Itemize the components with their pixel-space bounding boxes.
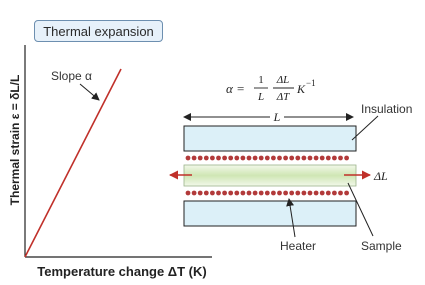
length-label: L: [273, 110, 281, 124]
heater-dot: [241, 156, 246, 161]
top-insulation: [184, 126, 356, 151]
heater-dot: [222, 191, 227, 196]
slope-label: Slope α: [51, 69, 92, 83]
heater-dot: [247, 156, 252, 161]
heater-dot: [259, 156, 264, 161]
heater-dot: [228, 156, 233, 161]
heater-dot: [289, 156, 294, 161]
heater-dot: [186, 191, 191, 196]
heater-dot: [320, 191, 325, 196]
sample-bar: [184, 165, 356, 186]
y-axis-label: Thermal strain ε = δL/L: [8, 74, 22, 206]
heater-coil-top: [186, 156, 349, 161]
heater-dot: [283, 191, 288, 196]
heater-dot: [186, 156, 191, 161]
heater-dot: [204, 191, 209, 196]
heater-dot: [216, 191, 221, 196]
formula-lhs: α =: [226, 81, 245, 96]
heater-dot: [192, 191, 197, 196]
heater-dot: [326, 156, 331, 161]
heater-dot: [210, 191, 215, 196]
formula-frac1-num: 1: [258, 74, 264, 86]
heater-dot: [320, 156, 325, 161]
heater-dot: [265, 191, 270, 196]
heater-dot: [253, 191, 258, 196]
heater-dot: [308, 156, 313, 161]
heater-dot: [283, 156, 288, 161]
heater-dot: [222, 156, 227, 161]
bottom-insulation: [184, 201, 356, 226]
heater-dot: [332, 156, 337, 161]
slope-arrow: [80, 84, 99, 100]
formula-unit: K: [297, 82, 306, 96]
heater-dot: [277, 191, 282, 196]
heater-dot: [198, 156, 203, 161]
heater-dot: [332, 191, 337, 196]
strain-line: [25, 69, 121, 257]
heater-coil-bottom: [186, 191, 349, 196]
heater-dot: [277, 156, 282, 161]
heater-dot: [198, 191, 203, 196]
heater-dot: [295, 156, 300, 161]
heater-dot: [259, 191, 264, 196]
formula-frac2-num: ΔL: [276, 74, 290, 86]
heater-dot: [253, 156, 258, 161]
x-axis-label: Temperature change ΔT (K): [37, 264, 207, 279]
heater-dot: [241, 191, 246, 196]
delta-l-label: ΔL: [374, 169, 388, 183]
heater-dot: [314, 191, 319, 196]
heater-dot: [289, 191, 294, 196]
heater-dot: [295, 191, 300, 196]
heater-dot: [210, 156, 215, 161]
heater-dot: [271, 156, 276, 161]
heater-dot: [344, 156, 349, 161]
heater-dot: [302, 191, 307, 196]
formula-exponent: −1: [306, 78, 316, 88]
heater-dot: [302, 156, 307, 161]
heater-dot: [204, 156, 209, 161]
heater-dot: [234, 156, 239, 161]
heater-dot: [192, 156, 197, 161]
heater-dot: [326, 191, 331, 196]
heater-dot: [216, 156, 221, 161]
heater-dot: [338, 156, 343, 161]
heater-dot: [228, 191, 233, 196]
heater-dot: [314, 156, 319, 161]
formula-frac2-den: ΔT: [276, 91, 290, 103]
heater-dot: [344, 191, 349, 196]
heater-dot: [271, 191, 276, 196]
heater-dot: [247, 191, 252, 196]
heater-dot: [234, 191, 239, 196]
sample-label: Sample: [361, 239, 402, 253]
heater-dot: [265, 156, 270, 161]
heater-dot: [308, 191, 313, 196]
insulation-label: Insulation: [361, 102, 413, 116]
expansion-formula: [226, 74, 316, 103]
formula-frac1-den: L: [257, 91, 265, 103]
heater-label: Heater: [280, 239, 317, 253]
figure-title: Thermal expansion: [34, 20, 163, 42]
heater-dot: [338, 191, 343, 196]
